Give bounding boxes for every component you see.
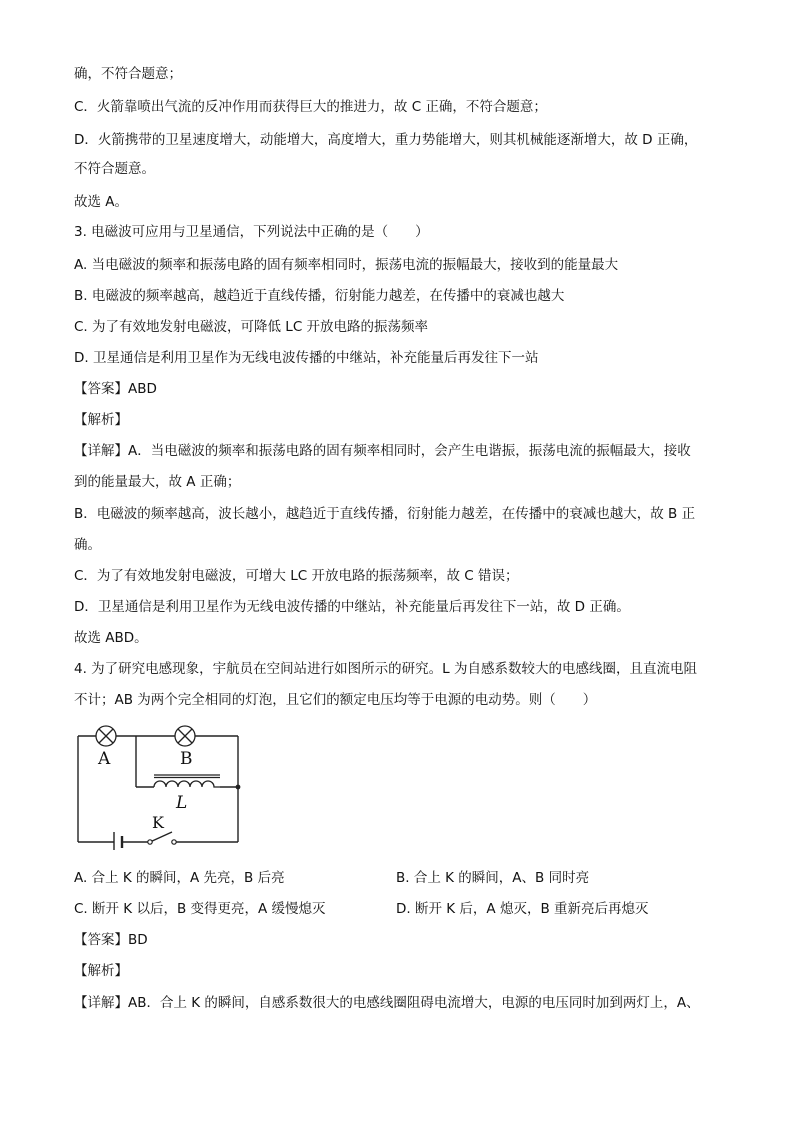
text-line: D．火箭携带的卫星速度增大，动能增大，高度增大，重力势能增大，则其机械能逐渐增大，故 D 正确， (74, 132, 698, 148)
question-4-option-a: A. 合上 K 的瞬间，A 先亮，B 后亮 (74, 870, 285, 886)
detail-line: 到的能量最大，故 A 正确； (74, 474, 241, 490)
label-b: B (180, 749, 193, 769)
label-l: L (176, 793, 188, 813)
circuit-diagram (70, 720, 250, 850)
answer-label: 【答案】BD (74, 932, 148, 948)
analysis-label: 【解析】 (74, 412, 128, 428)
question-4-options-row (74, 868, 734, 888)
inductor-coil-icon (154, 775, 220, 787)
label-k: K (152, 813, 164, 832)
lamp-b-icon (175, 726, 195, 746)
detail-line: D．卫星通信是利用卫星作为无线电波传播的中继站，补充能量后再发往下一站，故 D 正确。 (74, 599, 630, 615)
detail-line: C．为了有效地发射电磁波，可增大 LC 开放电路的振荡频率，故 C 错误； (74, 568, 519, 584)
switch-contact (148, 840, 152, 844)
question-3-stem: 3. 电磁波可应用与卫星通信，下列说法中正确的是（ ） (74, 224, 429, 240)
detail-line: 【详解】A．当电磁波的频率和振荡电路的固有频率相同时，会产生电谐振，振荡电流的振幅最大，接收 (74, 443, 691, 459)
detail-line: B．电磁波的频率越高，波长越小，越趋近于直线传播，衍射能力越差，在传播中的衰减也越大，故 B 正 (74, 506, 696, 522)
question-4-stem: 不计；AB 为两个完全相同的灯泡，且它们的额定电压均等于电源的电动势。则（ ） (74, 692, 597, 708)
text-line: 确，不符合题意； (74, 66, 182, 82)
detail-line: 【详解】AB．合上 K 的瞬间，自感系数很大的电感线圈阻碍电流增大，电源的电压同时加到两灯上，A、 (74, 995, 700, 1011)
detail-line: 故选 ABD。 (74, 630, 148, 646)
junction-dot (236, 785, 241, 790)
question-4-stem: 4. 为了研究电感现象，宇航员在空间站进行如图所示的研究。L 为自感系数较大的电感线圈，且直流电阻 (74, 661, 697, 677)
question-3-option-c: C. 为了有效地发射电磁波，可降低 LC 开放电路的振荡频率 (74, 319, 429, 335)
question-4-options-row (74, 899, 734, 919)
analysis-label: 【解析】 (74, 963, 128, 979)
text-line: 不符合题意。 (74, 161, 155, 177)
switch-contact (172, 840, 176, 844)
question-3-option-b: B. 电磁波的频率越高，越趋近于直线传播，衍射能力越差，在传播中的衰减也越大 (74, 288, 565, 304)
question-3-option-a: A. 当电磁波的频率和振荡电路的固有频率相同时，振荡电流的振幅最大，接收到的能量最大 (74, 257, 619, 273)
question-3-option-d: D. 卫星通信是利用卫星作为无线电波传播的中继站，补充能量后再发往下一站 (74, 350, 539, 366)
label-a: A (98, 749, 111, 769)
question-4-option-c: C. 断开 K 以后，B 变得更亮，A 缓慢熄灭 (74, 901, 326, 917)
lamp-a-icon (96, 726, 116, 746)
detail-line: 确。 (74, 537, 101, 553)
text-line: 故选 A。 (74, 194, 129, 210)
answer-label: 【答案】ABD (74, 381, 157, 397)
question-4-option-d: D. 断开 K 后，A 熄灭，B 重新亮后再熄灭 (396, 901, 649, 917)
text-line: C．火箭靠喷出气流的反冲作用而获得巨大的推进力，故 C 正确，不符合题意； (74, 99, 547, 115)
question-4-option-b: B. 合上 K 的瞬间，A、B 同时亮 (396, 870, 590, 886)
